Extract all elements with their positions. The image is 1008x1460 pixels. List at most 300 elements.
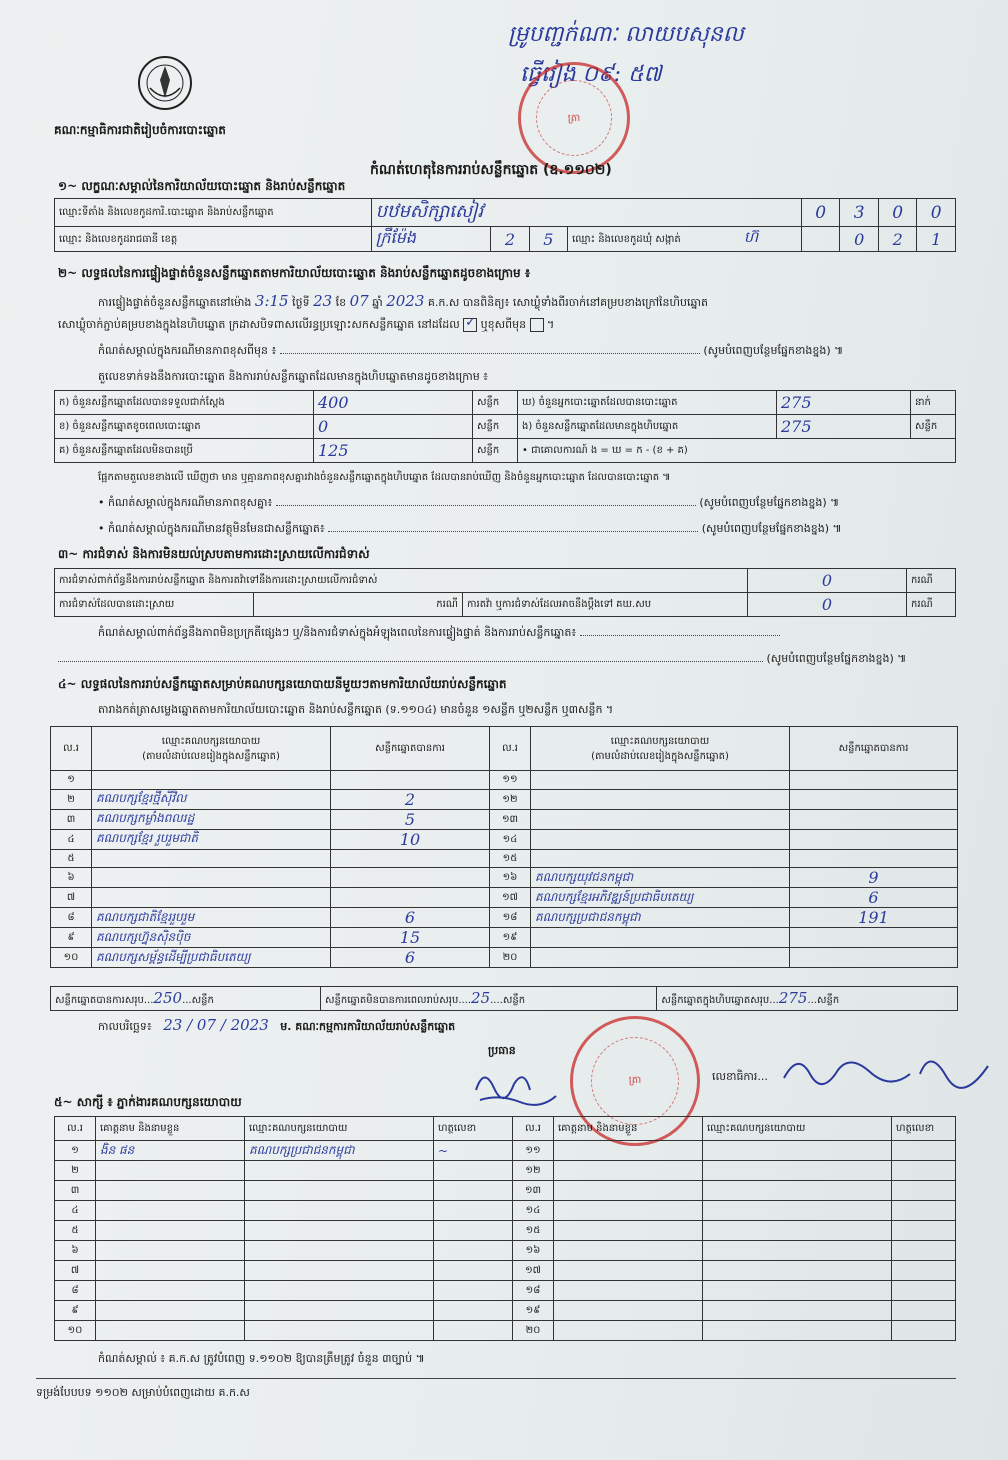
bullet-difference-label: • កំណត់សម្គាល់ក្នុងករណីមានភាពខុសគ្នា៖ [98,496,273,509]
witness-party [245,1241,434,1261]
results-party [92,888,331,908]
results-party-right [531,789,790,809]
results-votes [331,928,490,948]
results-votes-text: 5 [404,809,416,829]
results-no-right: ១៨ [490,908,531,928]
total-valid-value: 250 [153,989,183,1007]
appeal-unit: ករណី [907,593,956,617]
irregularity-note-field2[interactable] [58,661,763,662]
location-code-1: 0 [801,199,840,227]
location-value-text: បឋមសិក្សាសៀវ [375,201,484,222]
witness-name-right [554,1281,703,1301]
witness-party [245,1261,434,1281]
witness-name [96,1261,245,1281]
witness-party-right [703,1181,892,1201]
total-box-cell: សន្លឹកឆ្នោតក្នុងហិបឆ្នោតសរុប...275...សន្លឹក [657,987,958,1011]
secretary-signature [780,1044,992,1100]
witness-row [55,1181,956,1201]
changed-label: ឬខុសពីមុន [480,318,527,331]
results-no-right: ១៤ [490,829,531,849]
witness-sign [434,1261,513,1281]
results-party-right [531,908,790,928]
results-party [92,809,331,829]
witness-col-party: ឈ្មោះគណបក្សនយោបាយ [245,1117,434,1141]
totals-table [50,986,958,1011]
witness-party [245,1141,434,1161]
witness-row [55,1161,956,1181]
witness-no-right: ១៨ [513,1281,554,1301]
witness-name-right [554,1161,703,1181]
bullet-difference [98,496,839,512]
results-col-votes: សន្លឹកឆ្នោតបានការ [331,727,490,771]
irregularity-note-fill: (សូមបំពេញបន្ថែមផ្នែកខាងខ្នង) ៕ [766,652,907,665]
witness-no-right: ១៣ [513,1181,554,1201]
results-col-party-sub: (តាមលំដាប់លេខរៀងក្នុងសន្លឹកឆ្នោត) [142,750,280,762]
results-no: ១០ [51,948,92,968]
witness-sign-right [892,1241,956,1261]
witness-sign-right [892,1221,956,1241]
witness-no-right: ១៤ [513,1201,554,1221]
results-votes-right [790,908,958,928]
witness-row [55,1321,956,1341]
appeal-value-text: 0 [821,595,833,614]
changed-checkbox[interactable] [530,318,544,332]
results-no-right: ១៣ [490,809,531,829]
verification-para2: សោឃ្លុំចាក់ភ្ជាប់គម្របខាងក្នុងនៃហិបឆ្នោត ក្រដាសបិទពាសលើរន្ធប្រឡោះសកសន្លឹកឆ្នោត នៅដដែល [58,318,460,331]
count-a-label: ក) ចំនួនសន្លឹកឆ្នោតដែលបានទទួលជាក់ស្ដែង [55,391,314,415]
witness-party-right [703,1141,892,1161]
province-label: ឈ្មោះ និងលេខកូដរាជធានី ខេត្ត [55,227,372,252]
total-invalid-cell: សន្លឹកឆ្នោតមិនបានការពេលរាប់សរុប....25....សន្លឹក [321,987,657,1011]
location-code-3: 0 [878,199,917,227]
results-party-right [531,928,790,948]
irregularity-note-label: កំណត់សម្គាល់ពាក់ព័ន្ធនឹងភាពមិនប្រក្រតីផ្សេងៗ ឬ/និងការជំទាស់ក្នុងអំឡុងពេលនៃការផ្ទៀងផ្ទាត់ និងការរាប់សន្លឹកឆ្នោត៖ [98,626,577,639]
results-votes-right [790,888,958,908]
results-row [51,809,958,829]
witness-no-right: ១៩ [513,1301,554,1321]
bullet-nonballot-field[interactable] [328,531,698,532]
results-votes-right [790,849,958,868]
witness-sign-right [892,1181,956,1201]
witness-sign [434,1281,513,1301]
witness-no-right: ១១ [513,1141,554,1161]
verification-line [98,292,708,312]
commune-code-1: 0 [840,227,879,252]
results-no: ៩ [51,928,92,948]
witness-party-right [703,1241,892,1261]
section2-heading: ២~ លទ្ធផលនៃការផ្ទៀងផ្ទាត់ចំនួនសន្លឹកឆ្នោតតាមការិយាល័យបោះឆ្នោត និងរាប់សន្លឹកឆ្នោតដូចខាងក្រោម ៖ [58,266,531,280]
results-party-right [531,771,790,790]
date-label: កាលបរិច្ឆេទ៖ [98,1020,152,1033]
count-a-value [314,391,473,415]
witness-row [55,1201,956,1221]
results-no: ៥ [51,849,92,868]
date-value: 23 / 07 / 2023 [163,1016,269,1034]
verification-text-b: ថ្ងៃទី [292,296,310,309]
results-party-right [531,888,790,908]
commune-value: ហ៊ [743,228,759,246]
results-votes-right [790,789,958,809]
results-votes-right-text: 9 [868,868,879,887]
total-valid-unit: សន្លឹក [191,995,214,1006]
witness-no: ៧ [55,1261,96,1281]
irregularity-note-field[interactable] [580,635,780,636]
witness-party [245,1301,434,1321]
count-e-label: ង) ចំនួនសន្លឹកឆ្នោតដែលមានក្នុងហិបឆ្នោត [518,415,777,439]
results-no-right: ១២ [490,789,531,809]
count-e-unit: សន្លឹក [911,415,956,439]
verification-text-d: ឆ្នាំ [372,296,383,309]
results-party [92,928,331,948]
results-votes [331,771,490,790]
section3-heading: ៣~ ការជំទាស់ និងការមិនយល់ស្របតាមការដោះស្រាយលើការជំទាស់ [58,547,370,561]
witness-party [245,1181,434,1201]
results-votes-text: 6 [404,908,416,927]
total-invalid-unit: សន្លឹក [502,995,526,1006]
results-row [51,888,958,908]
count-d-value-text: 275 [781,393,812,412]
verification-text-e: គ.ក.ស បានពិនិត្យ៖ សោឃ្លុំទាំងពីរចាក់នៅគម្របខាងក្រៅនៃហិបឆ្នោត [427,296,708,309]
witness-party [245,1281,434,1301]
chair-signature [470,1060,560,1112]
witness-col-no: ល.រ [55,1117,96,1141]
witness-name-right [554,1301,703,1321]
results-no: ៧ [51,888,92,908]
results-votes [331,948,490,968]
bullet-difference-fill: (សូមបំពេញបន្ថែមផ្នែកខាងខ្នង) ៕ [699,496,840,509]
results-votes-right [790,829,958,849]
committee-label: ម. គណៈកម្មការការិយាល័យរាប់សន្លឹកឆ្នោត [280,1020,456,1033]
witness-row [55,1281,956,1301]
results-table [50,726,958,968]
results-party-right-text: គណបក្សប្រជាជនកម្ពុជា [535,909,641,924]
counts-table [54,390,956,463]
results-party-right [531,868,790,888]
witness-name [96,1281,245,1301]
results-col-party-right [531,727,790,771]
verification-day: 23 [313,292,333,310]
count-b-value [314,415,473,439]
section5-heading: ៥~ សាក្សី ៖ ភ្នាក់ងារគណបក្សនយោបាយ [54,1095,242,1109]
results-party-right [531,849,790,868]
witness-party-right [703,1221,892,1241]
witness-name-right [554,1201,703,1221]
results-party-text: គណបក្សហ្វ៊ុនស៊ិនប៉ិច [96,929,191,944]
results-no: ៤ [51,829,92,849]
bullet-difference-field[interactable] [276,505,696,506]
verification-month: 07 [349,292,369,310]
results-votes-text: 10 [399,829,421,849]
witness-no-right: ២០ [513,1321,554,1341]
witness-sign-right [892,1321,956,1341]
results-no-right: ១៦ [490,868,531,888]
total-invalid-value: 25 [471,989,491,1007]
results-row [51,868,958,888]
total-box-value: 275 [778,989,808,1007]
witness-no: ១០ [55,1321,96,1341]
results-party [92,771,331,790]
witness-sign-right [892,1201,956,1221]
results-votes [331,868,490,888]
commune-code-3: 1 [917,227,956,252]
results-party [92,948,331,968]
results-no: ៣ [51,809,92,829]
witness-no: ៨ [55,1281,96,1301]
compare-line: ផ្អែកតាមតួលេខខាងលើ ឃើញថា មាន ឬគ្មានភាពខុសគ្នារវាងចំនួនសន្លឹកឆ្នោតក្នុងហិបឆ្នោត ដែលបានរាប់ឃើញ និងចំនួនអ្នកបោះឆ្នោត ដែលបានបោះឆ្នោត ៕ [98,472,671,483]
results-votes-right [790,928,958,948]
results-col-party-title: ឈ្មោះគណបក្សនយោបាយ [161,735,261,747]
witness-name [96,1141,245,1161]
location-code-4: 0 [917,199,956,227]
appeal-label: ការតវ៉ា ឬការជំទាស់ដែលអាចនឹងប្ដឹងទៅ គឃ.សប [463,593,748,617]
results-votes [331,829,490,849]
witness-party [245,1161,434,1181]
witness-no: ៩ [55,1301,96,1321]
witness-sign-right [892,1261,956,1281]
witness-no-right: ១៥ [513,1221,554,1241]
witness-sign-text: ~ [438,1143,449,1158]
total-box-label: សន្លឹកឆ្នោតក្នុងហិបឆ្នោតសរុប [661,995,770,1006]
difference-note-label: កំណត់សម្គាល់ក្នុងករណីមានភាពខុសពីមុន ៖ [98,344,277,357]
witness-sign-right [892,1141,956,1161]
complaint-unit: ករណី [907,569,956,593]
witness-col-name: គោត្តនាម និងនាមខ្លួន [96,1117,245,1141]
witness-no: ១ [55,1141,96,1161]
form-title: កំណត់ហេតុនៃការរាប់សន្លឹកឆ្នោត (ឧ.១១០២) [370,162,612,178]
results-party [92,829,331,849]
count-e-value-text: 275 [781,417,812,436]
results-votes-right [790,809,958,829]
irregularity-note [98,626,780,642]
official-seal: ត្រា [518,62,630,174]
results-no-right: ១១ [490,771,531,790]
witness-row [55,1261,956,1281]
witness-sign [434,1141,513,1161]
results-party-right-text: គណបក្សយុវជនកម្ពុជា [535,869,634,884]
results-row [51,948,958,968]
bullet-nonballot [98,522,842,538]
chair-label: ប្រធាន [488,1044,516,1057]
results-party-text: គណបក្សខ្មែរថ្មីសុីវិល [96,791,187,805]
witness-name [96,1161,245,1181]
results-col-no-right: ល.រ [490,727,531,771]
results-row [51,849,958,868]
witness-no: ៦ [55,1241,96,1261]
results-no: ២ [51,789,92,809]
witness-sign [434,1241,513,1261]
results-votes-right-text: 191 [858,908,889,927]
witness-sign [434,1201,513,1221]
commune-code-2: 2 [878,227,917,252]
results-row [51,789,958,809]
section3-table [54,568,956,617]
results-no: ១ [51,771,92,790]
witness-row [55,1241,956,1261]
results-party [92,849,331,868]
count-c-label: គ) ចំនួនសន្លឹកឆ្នោតដែលមិនបានប្រើ [55,439,314,463]
bullet-nonballot-label: • កំណត់សម្គាល់ក្នុងករណីមានវត្ថុមិនមែនជាសន្លឹកឆ្នោត៖ [98,522,325,535]
witness-no: ៤ [55,1201,96,1221]
results-party [92,908,331,928]
witness-party-right [703,1161,892,1181]
emblem-icon [136,54,194,112]
results-col-party-right-title: ឈ្មោះគណបក្សនយោបាយ [610,735,710,747]
results-party-right [531,948,790,968]
witness-no-right: ១៦ [513,1241,554,1261]
section4-subline: តារាងកត់ត្រាសម្លេងឆ្នោតតាមការិយាល័យបោះឆ្នោត និងរាប់សន្លឹកឆ្នោត (ទ.១១០៤) មានចំនួន ១សន្លឹក ឬ២សន្លឹក ឬ៣សន្លឹក ។ [98,703,614,716]
resolved-label: ការជំទាស់ដែលបានដោះស្រាយ [55,593,254,617]
results-votes [331,888,490,908]
results-votes-text: 2 [404,789,416,809]
witness-sign [434,1181,513,1201]
total-invalid-label: សន្លឹកឆ្នោតមិនបានការពេលរាប់សរុប [325,995,459,1006]
witness-col-sign-right: ហត្ថលេខា [892,1117,956,1141]
committee-seal: ត្រា [570,1016,700,1146]
witness-no-right: ១២ [513,1161,554,1181]
witness-no: ២ [55,1161,96,1181]
commune-cell [568,227,802,252]
witness-name [96,1241,245,1261]
witness-col-name-right: គោត្តនាម និងនាមខ្លួន [554,1117,703,1141]
results-party-right-text: គណបក្សខ្មែរអភិវឌ្ឍន៍ប្រជាធិបតេយ្យ [535,889,694,904]
difference-note-field[interactable] [280,353,700,354]
count-c-value-text: 125 [318,441,349,460]
count-a-value-text: 400 [318,393,349,412]
witness-col-no-right: ល.រ [513,1117,554,1141]
witness-party-right [703,1301,892,1321]
results-votes-text: 15 [399,928,421,947]
witness-no: ៥ [55,1221,96,1241]
witness-sign [434,1321,513,1341]
province-value [371,227,491,252]
location-code-2: 3 [840,199,879,227]
results-party-text: គណបក្សខ្មែរ រួបរួមជាតិ [96,831,199,845]
witness-party [245,1221,434,1241]
witness-col-party-right: ឈ្មោះគណបក្សនយោបាយ [703,1117,892,1141]
results-votes-text: 6 [404,948,416,967]
secretary-label: លេខាធិការ [712,1070,758,1083]
results-votes [331,908,490,928]
verification-time: 3:15 [254,292,289,310]
count-e-value [777,415,911,439]
results-votes-right-text: 6 [868,888,879,907]
location-value [371,199,801,227]
difference-note-fill: (សូមបំពេញបន្ថែមផ្នែកខាងខ្នង) ៕ [703,344,844,357]
location-label: ឈ្មោះទីតាំង និងលេខកូដការិ.បោះឆ្នោត និងរាប់សន្លឹកឆ្នោត [55,199,372,227]
results-row [51,908,958,928]
difference-note-line [98,344,954,360]
results-votes-right [790,868,958,888]
witness-sign [434,1221,513,1241]
results-votes [331,849,490,868]
footer-form-note: ទម្រង់បែបបទ ១១០២ សម្រាប់បំពេញដោយ គ.ក.ស [36,1386,250,1399]
unchanged-checkbox[interactable]: ✓ [465,315,477,330]
results-no-right: ១៧ [490,888,531,908]
province-value-text: ក្រឹម៉ែង [375,228,416,247]
total-box-unit: សន្លឹក [817,995,840,1006]
results-row [51,771,958,790]
witness-col-sign: ហត្ថលេខា [434,1117,513,1141]
complaint-value [748,569,907,593]
witness-party-right [703,1201,892,1221]
results-votes [331,809,490,829]
results-party-right [531,829,790,849]
count-d-label: ឃ) ចំនួនអ្នកបោះឆ្នោតដែលបានបោះឆ្នោត [518,391,777,415]
witness-table [54,1116,956,1341]
witness-party-right [703,1321,892,1341]
total-valid-label: សន្លឹកឆ្នោតបានការសរុប [55,995,144,1006]
witness-party [245,1321,434,1341]
total-valid-cell: សន្លឹកឆ្នោតបានការសរុប...250...សន្លឹក [51,987,321,1011]
witness-name-right [554,1261,703,1281]
witness-name-right [554,1221,703,1241]
footer-note: កំណត់សម្គាល់ ៖ គ.ក.ស ត្រូវបំពេញ ទ.១១០២ ឱ្យបានត្រឹមត្រូវ ចំនួន ៣ច្បាប់ ៕ [98,1352,425,1365]
witness-name-right [554,1321,703,1341]
section1-heading: ១~ លក្ខណៈសម្គាល់នៃការិយាល័យបោះឆ្នោត និងរាប់សន្លឹកឆ្នោត [58,179,346,193]
results-row [51,829,958,849]
count-b-unit: សន្លឹក [473,415,518,439]
section1-table [54,198,956,252]
bullet-nonballot-fill: (សូមបំពេញបន្ថែមផ្នែកខាងខ្នង) ៕ [701,522,842,535]
results-no: ៨ [51,908,92,928]
date-line [98,1016,455,1036]
verification-line2: សោឃ្លុំចាក់ភ្ជាប់គម្របខាងក្នុងនៃហិបឆ្នោត ក្រដាសបិទពាសលើរន្ធប្រឡោះសកសន្លឹកឆ្នោត នៅដដែល ✓ ឬខុសពីមុន ។ [58,315,555,331]
province-code-2: 5 [529,227,567,252]
witness-sign [434,1301,513,1321]
witness-name [96,1181,245,1201]
count-b-label: ខ) ចំនួនសន្លឹកឆ្នោតខូចពេលបោះឆ្នោត [55,415,314,439]
results-col-votes-right: សន្លឹកឆ្នោតបានការ [790,727,958,771]
witness-sign-right [892,1301,956,1321]
results-no-right: ១៥ [490,849,531,868]
count-c-unit: សន្លឹក [473,439,518,463]
witness-row [55,1221,956,1241]
section4-heading: ៤~ លទ្ធផលនៃការរាប់សន្លឹកឆ្នោតសម្រាប់គណបក្សនយោបាយនីមួយៗតាមការិយាល័យរាប់សន្លឹកឆ្នោត [58,677,507,691]
count-c-value [314,439,473,463]
count-d-value [777,391,911,415]
results-party [92,868,331,888]
witness-name-right [554,1141,703,1161]
results-party-right [531,809,790,829]
verification-text-c: ខែ [335,296,347,309]
witness-name-right [554,1241,703,1261]
results-party-text: គណបក្សសម្ព័ន្ធដើម្បីប្រជាធិបតេយ្យ [96,949,251,964]
verification-text-a: ការផ្ទៀងផ្ទាត់ចំនួនសន្លឹកឆ្នោតនៅម៉ោង [98,296,252,309]
results-party [92,789,331,809]
witness-sign-right [892,1281,956,1301]
count-a-unit: សន្លឹក [473,391,518,415]
witness-name [96,1221,245,1241]
witness-no-right: ១៧ [513,1261,554,1281]
witness-party-text: គណបក្សប្រជាជនកម្ពុជា [249,1142,355,1157]
results-votes-right [790,948,958,968]
witness-name [96,1321,245,1341]
commune-code-blank [801,227,840,252]
witness-row [55,1301,956,1321]
witness-sign [434,1161,513,1181]
province-code-1: 2 [491,227,529,252]
handwritten-top-line1: ម្រូបញ្ជក់ណាៈ លាយបសុនល [508,22,744,47]
counts-intro: តួលេខទាក់ទងនឹងការបោះឆ្នោត និងការរាប់សន្លឹកឆ្នោតដែលមានក្នុងហិបឆ្នោតមានដូចខាងក្រោម ៖ [98,370,489,383]
results-votes-right [790,771,958,790]
complaint-label: ការជំទាស់ពាក់ព័ន្ធនឹងការរាប់សន្លឹកឆ្នោត និងការតវ៉ាទៅនឹងការដោះស្រាយលើការជំទាស់ [55,569,748,593]
footer-divider [36,1378,956,1379]
secretary-label-wrap: លេខាធិការ... [712,1070,768,1083]
resolved-unit: ករណី [254,593,463,617]
results-no-right: ១៩ [490,928,531,948]
results-col-no: ល.រ [51,727,92,771]
org-name: គណៈកម្មាធិការជាតិរៀបចំការបោះឆ្នោត [54,123,226,137]
